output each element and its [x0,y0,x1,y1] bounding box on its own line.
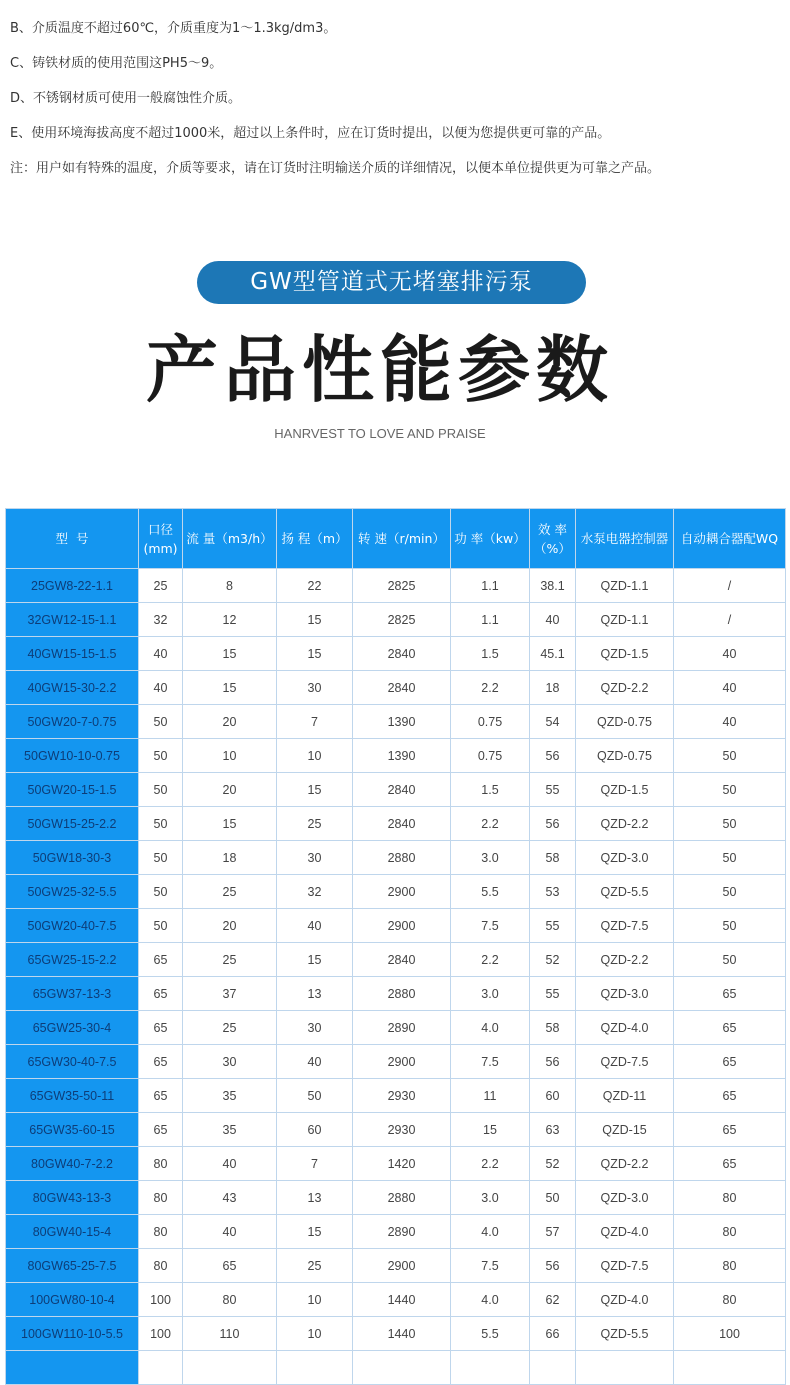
model-cell: 80GW43-13-3 [6,1181,139,1215]
table-cell: 1.1 [451,569,530,603]
table-cell: 4.0 [451,1215,530,1249]
table-cell: 40 [674,671,786,705]
table-cell: 57 [530,1215,576,1249]
header-text: 效 率 [538,521,567,537]
table-cell: 62 [530,1283,576,1317]
table-row [6,841,786,875]
table-cell: 80 [674,1283,786,1317]
table-cell: 15 [277,1215,353,1249]
table-cell: 5.5 [451,1317,530,1351]
table-row [6,603,786,637]
table-cell: 65 [139,1113,183,1147]
table-row [6,1215,786,1249]
table-cell: QZD-5.5 [576,1317,674,1351]
table-cell: 15 [183,671,277,705]
table-cell: 80 [674,1181,786,1215]
table-cell: 2825 [353,603,451,637]
model-cell: 65GW35-60-15 [6,1113,139,1147]
table-cell: 10 [277,1317,353,1351]
table-row [6,1079,786,1113]
table-cell: 2900 [353,875,451,909]
table-cell: 15 [183,807,277,841]
table-cell: 1.5 [451,637,530,671]
table-cell: 40 [183,1147,277,1181]
table-cell: 50 [674,773,786,807]
table-cell: 56 [530,1045,576,1079]
table-cell: 37 [183,977,277,1011]
table-cell: 18 [183,841,277,875]
table-cell: 25 [183,875,277,909]
table-cell: 2930 [353,1113,451,1147]
table-cell: QZD-1.1 [576,603,674,637]
table-cell: 45.1 [530,637,576,671]
table-cell: 2840 [353,773,451,807]
table-cell: 13 [277,977,353,1011]
table-cell: 2880 [353,841,451,875]
table-cell: 38.1 [530,569,576,603]
table-cell: 8 [183,569,277,603]
table-cell: 65 [139,977,183,1011]
table-cell: 4.0 [451,1283,530,1317]
table-row [6,569,786,603]
table-row [6,705,786,739]
table-header-cell [6,509,139,569]
table-cell: 2.2 [451,807,530,841]
table-cell: QZD-4.0 [576,1011,674,1045]
table-cell: 30 [183,1045,277,1079]
table-cell: QZD-2.2 [576,807,674,841]
table-row [6,1351,786,1385]
table-cell: 7.5 [451,1249,530,1283]
table-cell: 43 [183,1181,277,1215]
table-cell: 2900 [353,1249,451,1283]
header-text: 流 量（m3/h） [186,531,273,546]
table-cell: 10 [277,1283,353,1317]
table-cell: 50 [139,705,183,739]
table-cell: 110 [183,1317,277,1351]
table-cell [674,1351,786,1385]
table-cell: 65 [674,977,786,1011]
table-cell: QZD-0.75 [576,739,674,773]
header-text: 扬 程（m） [281,531,348,546]
table-cell: 3.0 [451,977,530,1011]
table-cell: 1390 [353,705,451,739]
table-cell: 80 [183,1283,277,1317]
table-cell: 40 [183,1215,277,1249]
table-cell: 65 [674,1045,786,1079]
table-cell: 53 [530,875,576,909]
table-cell: 20 [183,705,277,739]
table-header-cell [576,509,674,569]
table-cell: QZD-15 [576,1113,674,1147]
table-row [6,773,786,807]
model-cell [6,1351,139,1385]
table-cell: QZD-5.5 [576,875,674,909]
header-text: 自动耦合器配WQ [680,531,779,546]
table-cell: 50 [530,1181,576,1215]
header-text: 型 号 [55,531,89,546]
table-cell: 1.1 [451,603,530,637]
table-cell: QZD-1.5 [576,637,674,671]
model-cell: 50GW15-25-2.2 [6,807,139,841]
table-cell: 80 [674,1215,786,1249]
table-cell: 2.2 [451,671,530,705]
table-cell: 1390 [353,739,451,773]
table-cell: 25 [183,1011,277,1045]
table-cell: 63 [530,1113,576,1147]
table-cell: 50 [674,875,786,909]
table-cell: 1.5 [451,773,530,807]
model-cell: 65GW37-13-3 [6,977,139,1011]
table-cell: 0.75 [451,739,530,773]
table-cell: 65 [139,1079,183,1113]
table-cell: 30 [277,671,353,705]
table-cell: QZD-1.5 [576,773,674,807]
header-text: （%） [534,540,571,556]
table-cell: 30 [277,1011,353,1045]
table-header-cell [183,509,277,569]
performance-table [5,508,786,1385]
table-row [6,1249,786,1283]
table-cell: 50 [139,773,183,807]
note-line: 注：用户如有特殊的温度，介质等要求，请在订货时注明输送介质的详细情况，以便本单位提供更为可靠之产品。 [10,161,661,176]
table-cell: 65 [674,1011,786,1045]
model-cell: 50GW18-30-3 [6,841,139,875]
table-cell: 12 [183,603,277,637]
model-cell: 80GW40-15-4 [6,1215,139,1249]
table-row [6,1317,786,1351]
table-cell: 2890 [353,1215,451,1249]
table-cell: 40 [139,671,183,705]
table-cell: 60 [277,1113,353,1147]
table-cell: QZD-2.2 [576,1147,674,1181]
table-cell: QZD-11 [576,1079,674,1113]
table-cell: 65 [674,1113,786,1147]
table-row [6,1113,786,1147]
table-cell: 50 [674,943,786,977]
table-cell: 50 [139,739,183,773]
table-cell: 66 [530,1317,576,1351]
table-cell: 50 [139,909,183,943]
table-cell: QZD-7.5 [576,1045,674,1079]
table-cell: 100 [674,1317,786,1351]
table-cell: 56 [530,807,576,841]
note-line: C、铸铁材质的使用范围这PH5～9。 [10,56,223,71]
table-cell: 55 [530,977,576,1011]
table-cell: 100 [139,1317,183,1351]
table-header-cell [530,509,576,569]
table-cell: 80 [139,1181,183,1215]
table-cell: 35 [183,1079,277,1113]
table-cell: 2930 [353,1079,451,1113]
table-cell: 50 [139,841,183,875]
table-cell: 65 [139,943,183,977]
table-cell: 22 [277,569,353,603]
section-pill-title: GW型管道式无堵塞排污泵 [197,261,586,304]
table-cell: QZD-0.75 [576,705,674,739]
table-cell: QZD-1.1 [576,569,674,603]
table-cell: QZD-3.0 [576,841,674,875]
table-cell: 2840 [353,943,451,977]
model-cell: 65GW30-40-7.5 [6,1045,139,1079]
table-cell: 40 [139,637,183,671]
table-cell: 32 [277,875,353,909]
model-cell: 25GW8-22-1.1 [6,569,139,603]
table-cell: 65 [183,1249,277,1283]
table-cell: 50 [674,739,786,773]
note-line: B、介质温度不超过60℃，介质重度为1～1.3kg/dm3。 [10,21,337,36]
table-cell: 18 [530,671,576,705]
table-row [6,1283,786,1317]
table-cell: 40 [277,909,353,943]
table-cell: 2.2 [451,943,530,977]
table-cell: 52 [530,943,576,977]
model-cell: 80GW40-7-2.2 [6,1147,139,1181]
table-cell: 50 [674,909,786,943]
table-row [6,807,786,841]
table-header-cell [353,509,451,569]
model-cell: 65GW25-15-2.2 [6,943,139,977]
table-cell [183,1351,277,1385]
table-cell [530,1351,576,1385]
table-cell: QZD-3.0 [576,977,674,1011]
header-text: (mm) [143,540,178,556]
table-cell: 65 [674,1147,786,1181]
table-cell: 15 [277,773,353,807]
table-cell: 15 [277,637,353,671]
model-cell: 100GW110-10-5.5 [6,1317,139,1351]
table-cell: 15 [451,1113,530,1147]
table-cell: 40 [674,705,786,739]
table-header-cell [674,509,786,569]
table-header-cell [139,509,183,569]
table-body [6,569,786,1385]
table-cell: 80 [139,1249,183,1283]
table-cell: 25 [183,943,277,977]
model-cell: 65GW35-50-11 [6,1079,139,1113]
table-cell [576,1351,674,1385]
table-cell: 56 [530,739,576,773]
header-text: 转 速（r/min） [358,531,445,546]
table-row [6,739,786,773]
table-cell: 35 [183,1113,277,1147]
table-cell: 20 [183,909,277,943]
table-cell: 7.5 [451,909,530,943]
table-cell: 2840 [353,807,451,841]
table-cell: 65 [139,1045,183,1079]
table-cell: 4.0 [451,1011,530,1045]
table-cell: 80 [674,1249,786,1283]
model-cell: 50GW25-32-5.5 [6,875,139,909]
table-cell: 60 [530,1079,576,1113]
table-row [6,875,786,909]
table-cell: 50 [674,841,786,875]
table-cell: 32 [139,603,183,637]
table-row [6,1011,786,1045]
table-cell: 15 [183,637,277,671]
table-cell: 10 [183,739,277,773]
table-cell: 15 [277,943,353,977]
table-cell: QZD-2.2 [576,943,674,977]
model-cell: 80GW65-25-7.5 [6,1249,139,1283]
model-cell: 50GW10-10-0.75 [6,739,139,773]
table-cell: 52 [530,1147,576,1181]
table-cell: / [674,603,786,637]
table-cell [277,1351,353,1385]
model-cell: 100GW80-10-4 [6,1283,139,1317]
performance-table-container [5,508,785,1385]
page-subtitle: HANRVEST TO LOVE AND PRAISE [274,426,486,441]
table-cell: / [674,569,786,603]
table-cell: 1420 [353,1147,451,1181]
table-cell: 56 [530,1249,576,1283]
table-cell: 25 [277,807,353,841]
table-cell: 50 [674,807,786,841]
table-row [6,909,786,943]
table-cell: 3.0 [451,1181,530,1215]
table-cell: 3.0 [451,841,530,875]
table-cell: 25 [277,1249,353,1283]
table-cell: 55 [530,909,576,943]
table-cell: QZD-7.5 [576,1249,674,1283]
table-header-row [6,509,786,569]
table-cell: 11 [451,1079,530,1113]
page-title: 产品性能参数 [145,328,614,412]
table-cell: 58 [530,841,576,875]
table-cell: QZD-7.5 [576,909,674,943]
table-header-cell [451,509,530,569]
table-cell: 2880 [353,1181,451,1215]
model-cell: 50GW20-7-0.75 [6,705,139,739]
table-cell: 13 [277,1181,353,1215]
table-header-cell [277,509,353,569]
model-cell: 40GW15-15-1.5 [6,637,139,671]
table-row [6,943,786,977]
model-cell: 65GW25-30-4 [6,1011,139,1045]
table-cell: QZD-2.2 [576,671,674,705]
table-cell: 80 [139,1215,183,1249]
table-cell: 2840 [353,671,451,705]
table-cell: 100 [139,1283,183,1317]
table-cell: 7 [277,705,353,739]
model-cell: 32GW12-15-1.1 [6,603,139,637]
table-cell: 2825 [353,569,451,603]
table-cell: 80 [139,1147,183,1181]
table-cell: 65 [674,1079,786,1113]
table-cell: 50 [277,1079,353,1113]
table-cell: 2900 [353,909,451,943]
table-cell: 58 [530,1011,576,1045]
header-text: 功 率（kw） [454,531,526,546]
table-cell: 65 [139,1011,183,1045]
table-row [6,1147,786,1181]
model-cell: 50GW20-15-1.5 [6,773,139,807]
table-cell: 2.2 [451,1147,530,1181]
table-cell: 50 [139,807,183,841]
table-cell: 2900 [353,1045,451,1079]
table-cell: 30 [277,841,353,875]
table-cell: 10 [277,739,353,773]
model-cell: 50GW20-40-7.5 [6,909,139,943]
table-cell: QZD-3.0 [576,1181,674,1215]
header-text: 口径 [147,521,173,537]
table-cell: 55 [530,773,576,807]
table-cell: 40 [277,1045,353,1079]
note-line: D、不锈钢材质可使用一般腐蚀性介质。 [10,91,242,106]
table-cell: 5.5 [451,875,530,909]
table-cell: 20 [183,773,277,807]
table-cell: 40 [674,637,786,671]
table-cell: 2840 [353,637,451,671]
table-row [6,977,786,1011]
table-cell: 40 [530,603,576,637]
table-row [6,637,786,671]
table-row [6,671,786,705]
table-cell: 54 [530,705,576,739]
table-cell: 2890 [353,1011,451,1045]
note-line: E、使用环境海拔高度不超过1000米，超过以上条件时，应在订货时提出，以便为您提供更可靠的产品。 [10,126,611,141]
header-text: 水泵电器控制器 [580,531,669,546]
table-cell: 7 [277,1147,353,1181]
table-row [6,1045,786,1079]
table-cell: 15 [277,603,353,637]
table-cell: 7.5 [451,1045,530,1079]
table-cell [139,1351,183,1385]
table-row [6,1181,786,1215]
table-cell: 50 [139,875,183,909]
table-cell [451,1351,530,1385]
table-cell: 1440 [353,1317,451,1351]
table-cell: 25 [139,569,183,603]
table-cell: 2880 [353,977,451,1011]
table-cell: QZD-4.0 [576,1283,674,1317]
model-cell: 40GW15-30-2.2 [6,671,139,705]
table-cell: 1440 [353,1283,451,1317]
table-cell: QZD-4.0 [576,1215,674,1249]
table-cell: 0.75 [451,705,530,739]
table-cell [353,1351,451,1385]
